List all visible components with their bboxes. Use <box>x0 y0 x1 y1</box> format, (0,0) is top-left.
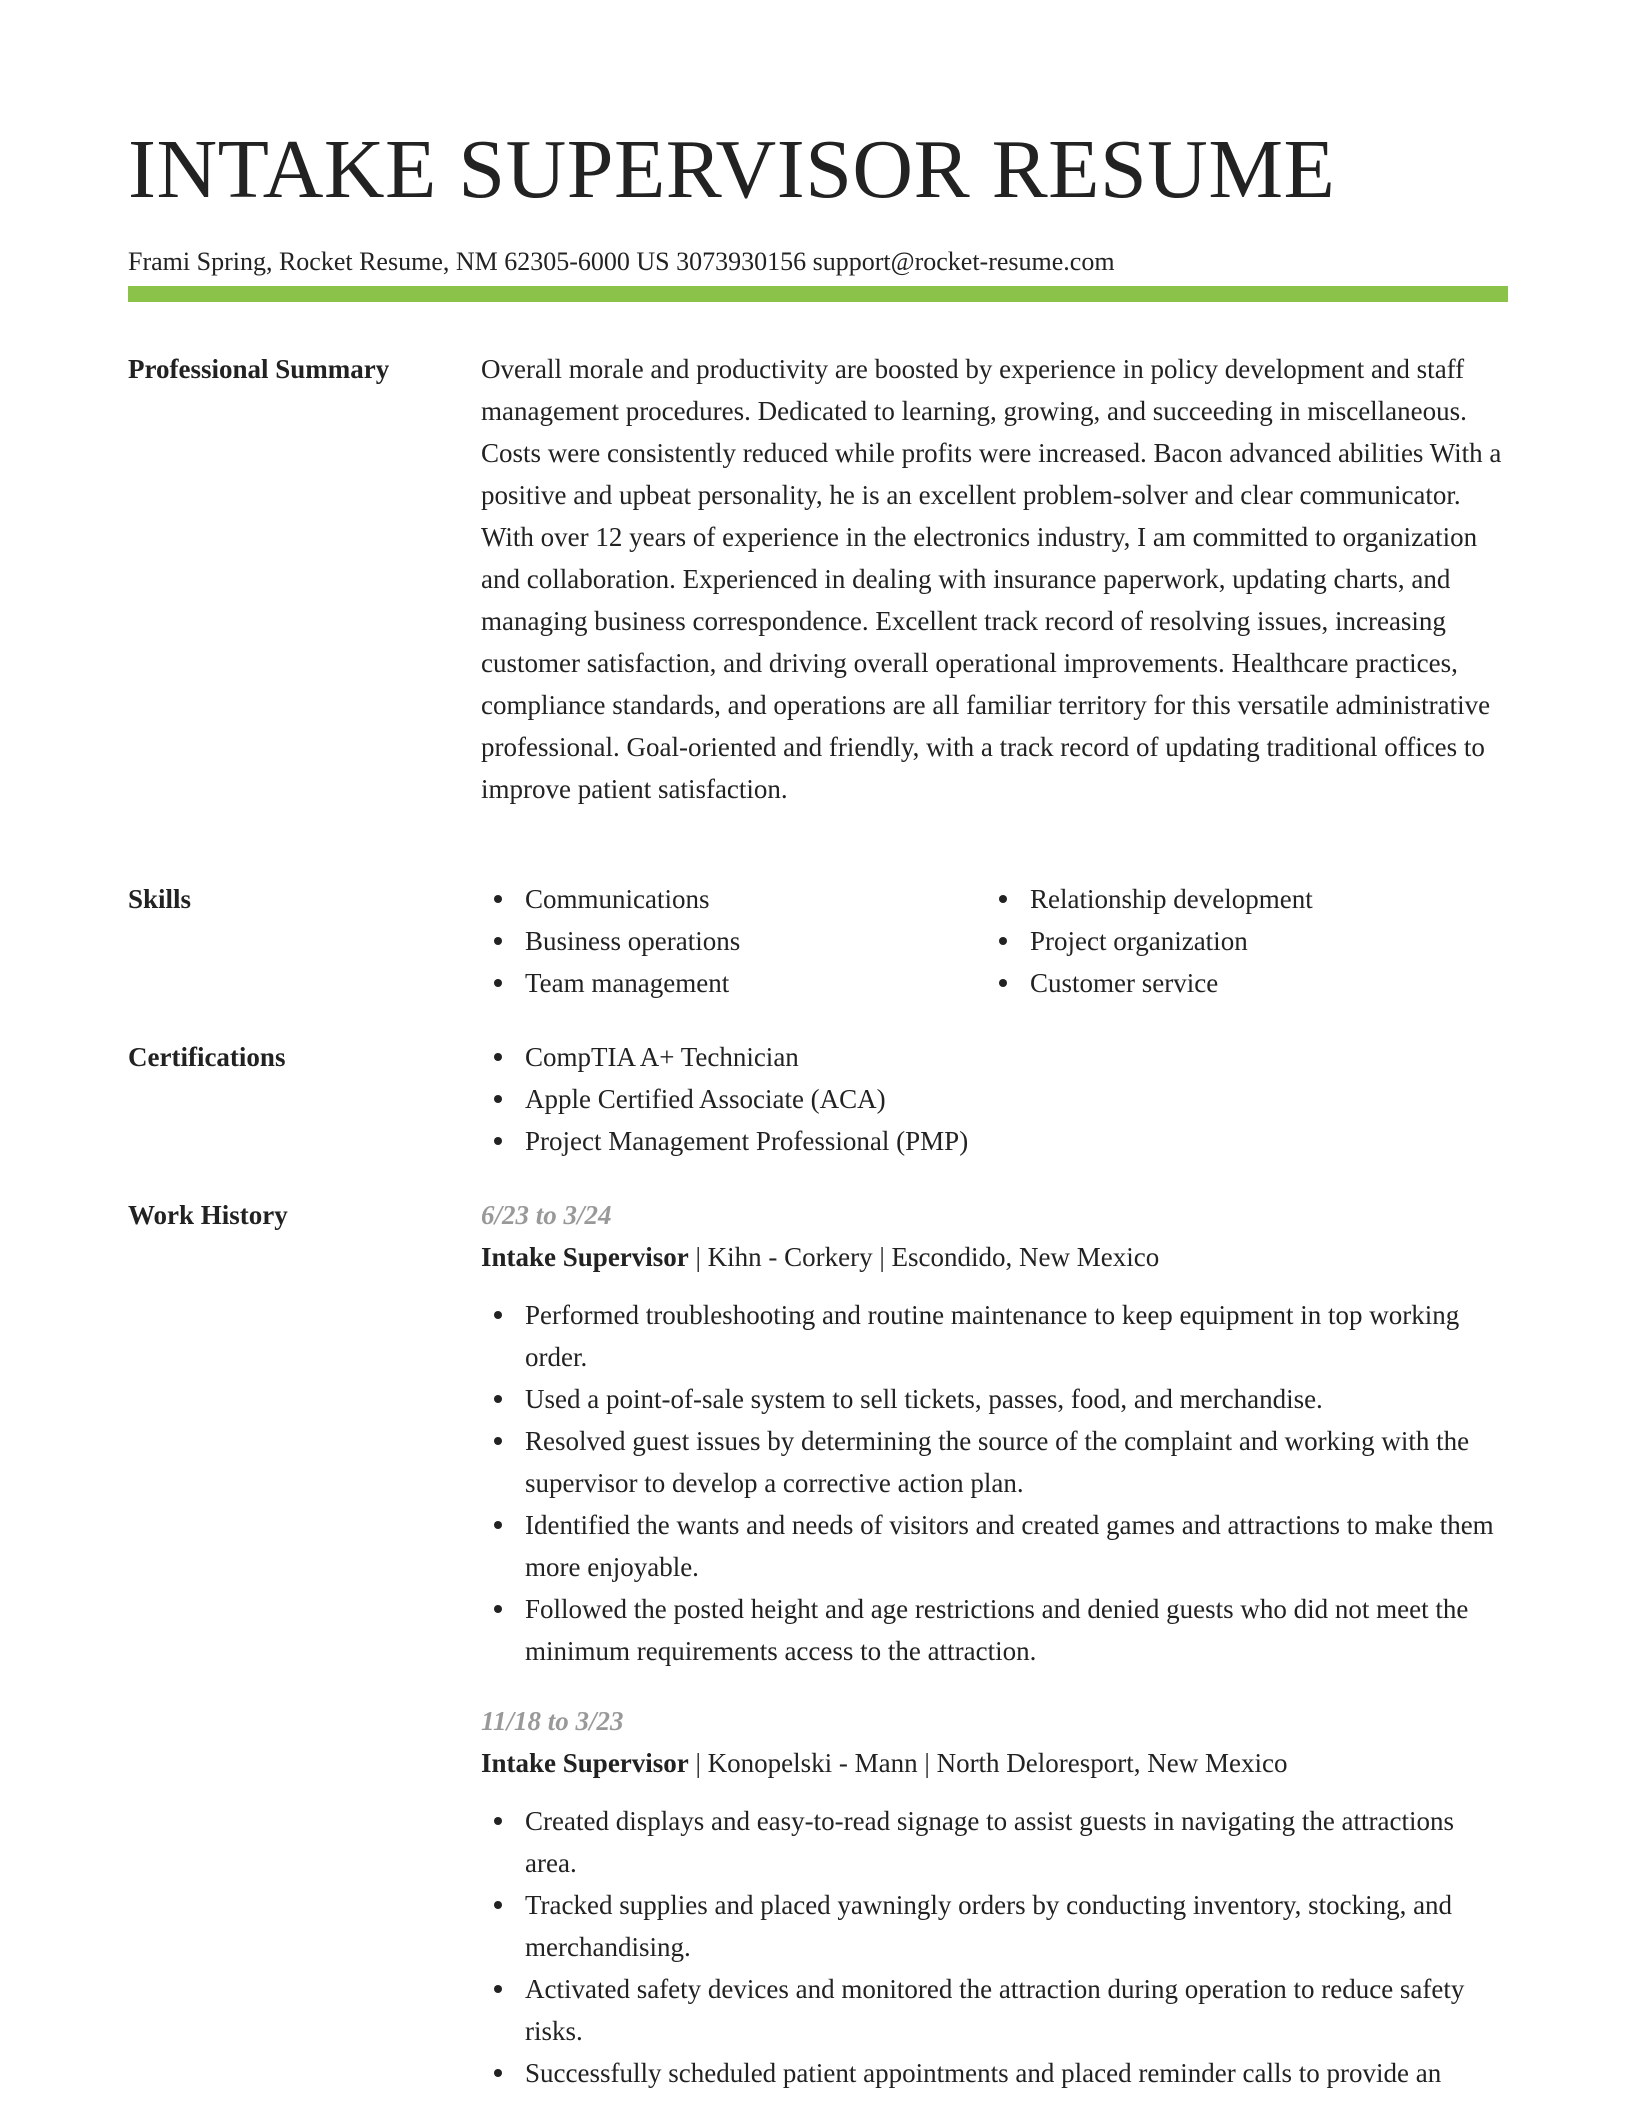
job-bullet: Created displays and easy-to-read signage to assist guests in navigating the attractions area. <box>481 1800 1508 1884</box>
work-history-heading: Work History <box>128 1200 288 1230</box>
job-entry <box>481 1700 1508 2094</box>
certifications-list <box>481 1036 1508 1162</box>
skill-item: Project organization <box>986 920 1486 962</box>
job-dates: 6/23 to 3/24 <box>481 1200 612 1230</box>
certifications-section <box>481 1036 1508 1162</box>
job-title: Intake Supervisor <box>481 1242 689 1272</box>
job-heading <box>481 1236 1508 1278</box>
skill-item: Business operations <box>481 920 981 962</box>
job-bullet: Followed the posted height and age restrictions and denied guests who did not meet the minimum requirements access to the attraction. <box>481 1588 1508 1672</box>
skills-list-right <box>986 878 1486 1004</box>
certification-item: CompTIA A+ Technician <box>481 1036 1508 1078</box>
certification-item: Project Management Professional (PMP) <box>481 1120 1508 1162</box>
skills-heading: Skills <box>128 884 192 914</box>
skills-grid <box>481 878 1508 1008</box>
page-title: INTAKE SUPERVISOR RESUME <box>128 123 1336 216</box>
certifications-heading: Certifications <box>128 1042 286 1072</box>
job-entry <box>481 1194 1508 1672</box>
job-employer-location: | Konopelski - Mann | North Deloresport, New Mexico <box>688 1748 1288 1778</box>
summary-text: Overall morale and productivity are boosted by experience in policy development and staff management procedures. Dedicated to learning, growing, and succeeding in miscellaneous. Costs were consistently reduced while profits were increased. Bacon advanced abilities With a positive and upbeat personality, he is an excellent problem-solver and clear communicator. With over 12 years of experience in the electronics industry, I am committed to organization and collaboration. Experienced in dealing with insurance paperwork, updating charts, and managing business correspondence. Excellent track record of resolving issues, increasing customer satisfaction, and driving overall operational improvements. Healthcare practices, compliance standards, and operations are all familiar territory for this versatile administrative professional. Goal-oriented and friendly, with a track record of updating traditional offices to improve patient satisfaction. <box>481 354 1502 804</box>
job-dates: 11/18 to 3/23 <box>481 1706 624 1736</box>
header-divider <box>128 286 1508 302</box>
job-heading <box>481 1742 1508 1784</box>
job-bullets <box>481 1800 1508 2094</box>
summary-section <box>481 348 1508 810</box>
job-bullet: Identified the wants and needs of visitors and created games and attractions to make them more enjoyable. <box>481 1504 1508 1588</box>
job-title: Intake Supervisor <box>481 1748 689 1778</box>
job-bullet: Performed troubleshooting and routine maintenance to keep equipment in top working order. <box>481 1294 1508 1378</box>
contact-line: Frami Spring, Rocket Resume, NM 62305-6000 US 3073930156 support@rocket-resume.com <box>128 247 1115 276</box>
job-employer-location: | Kihn - Corkery | Escondido, New Mexico <box>688 1242 1160 1272</box>
skill-item: Team management <box>481 962 981 1004</box>
skills-section <box>481 878 1508 1008</box>
job-bullet: Used a point-of-sale system to sell tickets, passes, food, and merchandise. <box>481 1378 1508 1420</box>
skill-item: Relationship development <box>986 878 1486 920</box>
skill-item: Customer service <box>986 962 1486 1004</box>
skills-list-left <box>481 878 981 1004</box>
summary-heading: Professional Summary <box>128 354 390 384</box>
job-bullets <box>481 1294 1508 1672</box>
resume-header <box>128 118 1508 279</box>
job-bullet: Tracked supplies and placed yawningly orders by conducting inventory, stocking, and merchandising. <box>481 1884 1508 1968</box>
certification-item: Apple Certified Associate (ACA) <box>481 1078 1508 1120</box>
job-bullet: Activated safety devices and monitored the attraction during operation to reduce safety risks. <box>481 1968 1508 2052</box>
skill-item: Communications <box>481 878 981 920</box>
job-bullet: Resolved guest issues by determining the source of the complaint and working with the supervisor to develop a corrective action plan. <box>481 1420 1508 1504</box>
job-bullet: Successfully scheduled patient appointments and placed reminder calls to provide an <box>481 2052 1508 2094</box>
